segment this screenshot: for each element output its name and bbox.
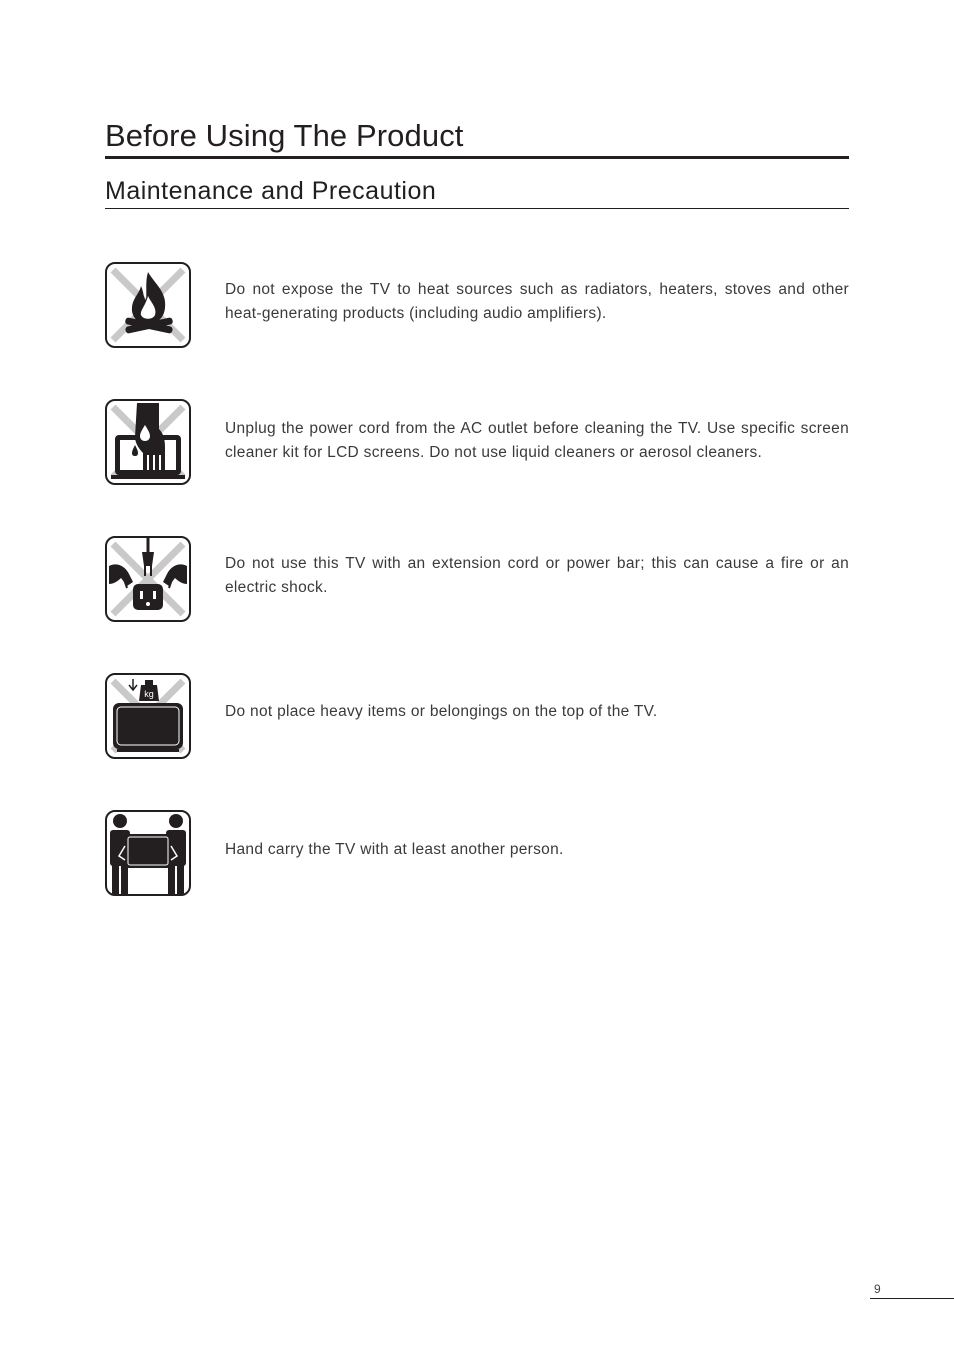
liquid-cleaning-prohibited-icon: [105, 399, 191, 485]
extension-cord-prohibited-icon: [105, 536, 191, 622]
precaution-text: Do not expose the TV to heat sources such as radiators, heaters, stoves and other heat-generating products (including audio amplifiers).: [225, 281, 849, 322]
two-person-carry-icon: [105, 810, 191, 896]
page-title: Before Using The Product: [105, 118, 464, 153]
fire-prohibited-icon: [105, 262, 191, 348]
heavy-object-prohibited-icon: [105, 673, 191, 759]
page-number: 9: [874, 1282, 881, 1296]
kg-label: kg: [144, 689, 154, 699]
precaution-item-extension-cord: [105, 536, 849, 622]
precaution-text: Do not place heavy items or belongings on the top of the TV.: [225, 703, 658, 720]
precaution-text: Do not use this TV with an extension cord or power bar; this can cause a fire or an electric shock.: [225, 555, 849, 596]
precaution-item-heavy-object: [105, 673, 849, 759]
precaution-item-cleaning: [105, 399, 849, 485]
title-divider: [105, 156, 849, 159]
precaution-text: Hand carry the TV with at least another person.: [225, 841, 564, 858]
precaution-item-two-person-carry: [105, 810, 849, 896]
precaution-item-heat: [105, 262, 849, 348]
section-title: Maintenance and Precaution: [105, 177, 437, 205]
section-divider: [105, 208, 849, 209]
page-number-rule: [870, 1298, 954, 1299]
precaution-text: Unplug the power cord from the AC outlet before cleaning the TV. Use specific screen cleaner kit for LCD screens. Do not use liquid cleaners or aerosol cleaners.: [225, 420, 849, 461]
